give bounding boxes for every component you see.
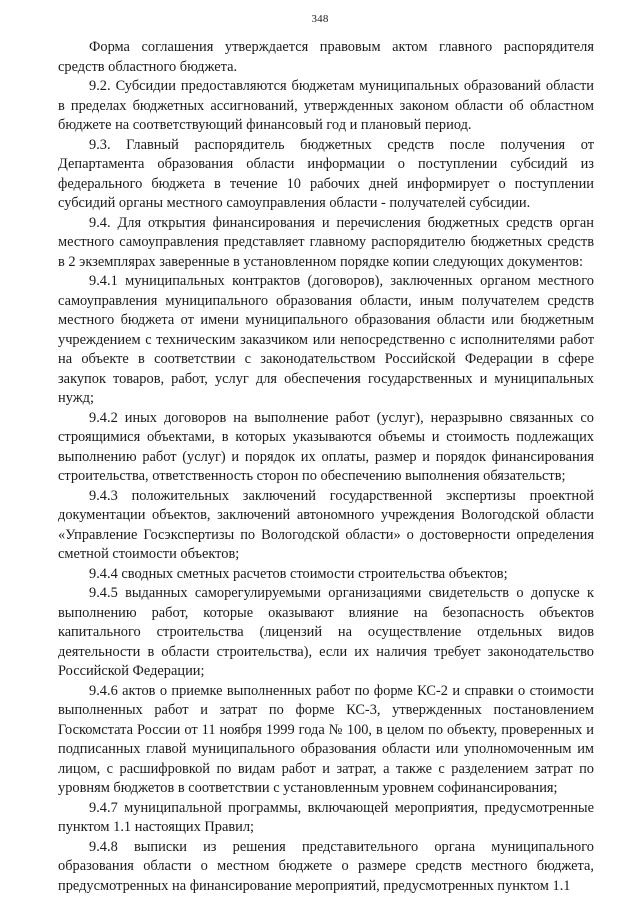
paragraph-9-4-1: 9.4.1 муниципальных контрактов (договоров), заключенных органом местного самоуправления муниципального образования области, иным получателем средств местного бюджета от имени муниципального образования области или бюджетным учреждением с техническим заказчиком или непосредственно с исполнителями работ на объекте в соответствии с законодательством Российской Федерации в сфере закупок товаров, работ, услуг для обеспечения государственных и муниципальных нужд; xyxy=(58,273,594,406)
paragraph-9-4-4: 9.4.4 сводных сметных расчетов стоимости строительства объектов; xyxy=(89,565,508,582)
paragraph-9-4-6: 9.4.6 актов о приемке выполненных работ по форме КС-2 и справки о стоимости выполненных работ и затрат по форме КС-3, утвержденных постановлением Госкомстата России от 11 ноября 1999 года № 100, в целом по объекту, проверенных и подписанных главой муниципального образования области или уполномоченным им лицом, с расшифровкой по видам работ и затрат, а также с разделением затрат по уровням бюджетов в соответствии с установленным уровнем софинансирования; xyxy=(58,682,594,796)
paragraph-9-4: 9.4. Для открытия финансирования и перечисления бюджетных средств орган местного самоуправления представляет главному распорядителю бюджетных средств в 2 экземплярах заверенные в установленном порядке копии следующих документов: xyxy=(58,214,594,270)
paragraph-9-4-5: 9.4.5 выданных саморегулируемыми организациями свидетельств о допуске к выполнению работ, которые оказывают влияние на безопасность объектов капитального строительства (лицензий на осуществление отдельных видов деятельности в области строительства), если их наличия требует законодательство Российской Федерации; xyxy=(58,585,594,679)
paragraph-9-3: 9.3. Главный распорядитель бюджетных средств после получения от Департамента образования области информации о поступлении субсидий из федерального бюджета в течение 10 рабочих дней информирует о поступлении субсидий органы местного самоуправления области - получателей субсидии. xyxy=(58,136,594,211)
document-body xyxy=(58,38,594,896)
paragraph-9-4-3: 9.4.3 положительных заключений государственной экспертизы проектной документации объектов, заключений автономного учреждения Вологодской области «Управление Госэкспертизы по Вологодской области» о достоверности определения сметной стоимости объектов; xyxy=(58,487,594,562)
paragraph-9-4-8: 9.4.8 выписки из решения представительного органа муниципального образования области о местном бюджете о размере средств местного бюджета, предусмотренных на финансирование мероприятий, предусмотренных пунктом 1.1 xyxy=(58,838,594,894)
paragraph-form-approval: Форма соглашения утверждается правовым актом главного распорядителя средств областного бюджета. xyxy=(58,39,594,75)
page-number: 348 xyxy=(311,13,329,25)
paragraph-9-2: 9.2. Субсидии предоставляются бюджетам муниципальных образований области в пределах бюджетных ассигнований, утвержденных законом области об областном бюджете на соответствующий финансовый год и плановый период. xyxy=(58,78,594,133)
paragraph-9-4-7: 9.4.7 муниципальной программы, включающей мероприятия, предусмотренные пунктом 1.1 настоящих Правил; xyxy=(58,799,594,835)
paragraph-9-4-2: 9.4.2 иных договоров на выполнение работ (услуг), неразрывно связанных со строящимися объектами, в которых указываются объемы и стоимость подлежащих выполнению работ (услуг) и порядок их оплаты, размер и порядок финансирования строительства, ответственность сторон по обеспечению выполнения обязательств; xyxy=(58,409,594,484)
